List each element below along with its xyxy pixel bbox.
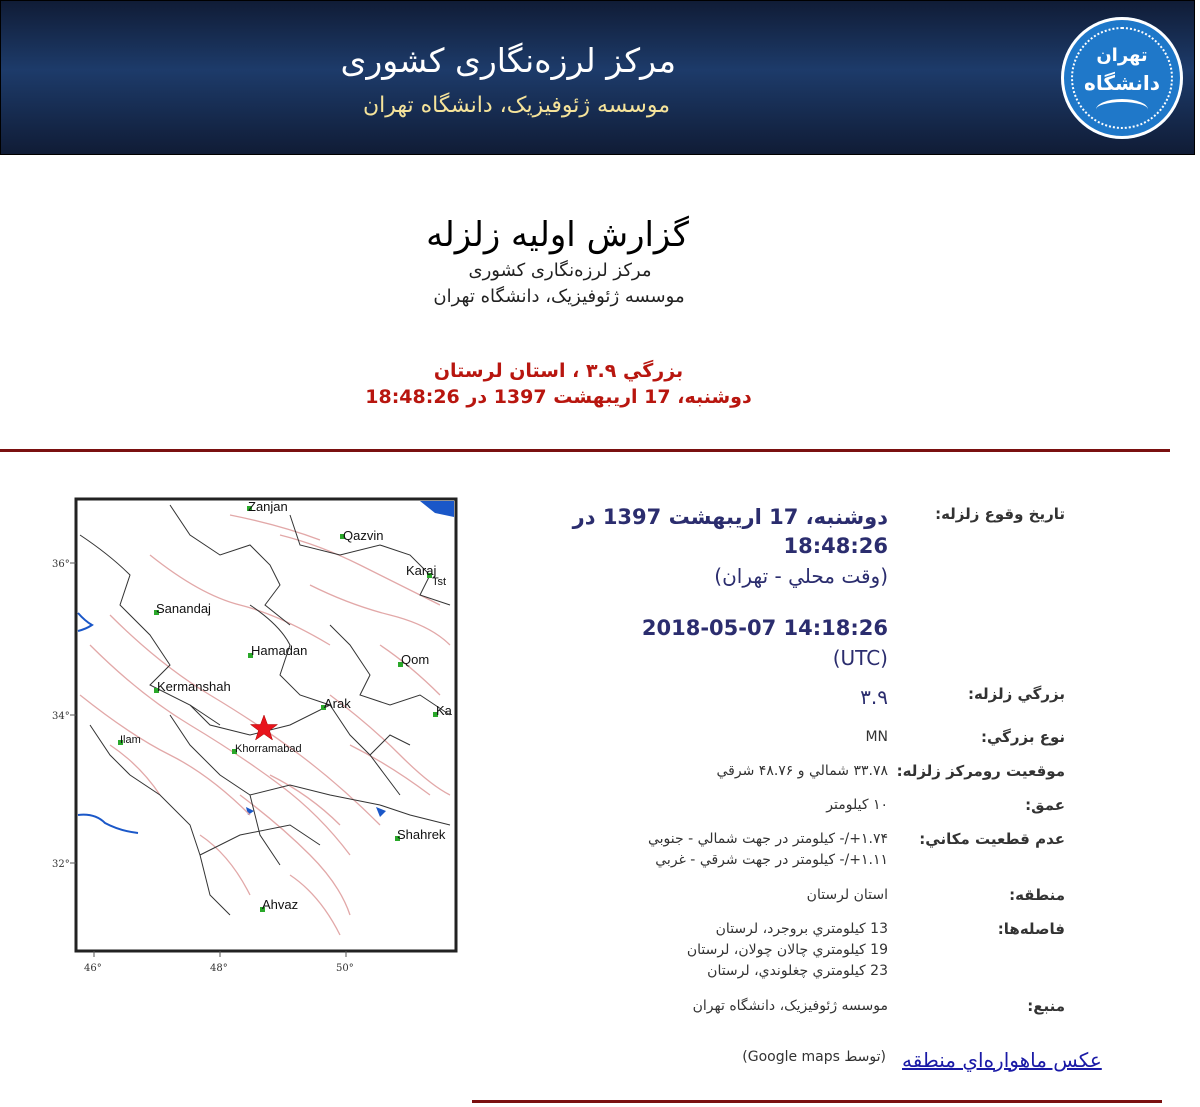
report-title: گزارش اولیه زلزله <box>426 215 689 255</box>
city-ilam: Ilam <box>120 734 141 746</box>
logo-wing-icon <box>1096 99 1148 120</box>
city-sanandaj: Sanandaj <box>156 601 211 616</box>
city-ka: Ka <box>436 703 452 718</box>
city-kermanshah: Kermanshah <box>157 679 231 694</box>
distance-item: 19 کيلومتري چالان چولان، لرستان <box>686 942 888 958</box>
local-time-note: (وقت محلي - تهران) <box>714 564 888 588</box>
logo-text-line1: تهران <box>1096 45 1148 66</box>
city-arak: Arak <box>324 696 351 711</box>
city-ahvaz: Ahvaz <box>262 897 299 912</box>
report-org-line: مرکز لرزه‌نگاری کشوری <box>468 260 652 281</box>
utc-datetime-value: 2018-05-07 14:18:26 <box>641 616 888 640</box>
lat-label-32: 32° <box>52 859 70 870</box>
city-qazvin: Qazvin <box>343 528 384 543</box>
source-value: موسسه ژئوفيزيک، دانشگاه تهران <box>692 998 888 1014</box>
bottom-divider <box>472 1100 1162 1103</box>
lon-label-46: 46° <box>84 963 102 974</box>
mag-type-value: MN <box>865 729 888 745</box>
logo-text-line2: دانشگاه <box>1084 71 1160 95</box>
distance-item: 13 کيلومتري بروجرد، لرستان <box>715 921 888 937</box>
city-khorramabad: Khorramabad <box>235 743 302 755</box>
header-banner <box>0 0 1195 155</box>
region-value: استان لرستان <box>806 887 888 903</box>
city-qom: Qom <box>401 652 430 667</box>
lat-label-34: 34° <box>52 711 70 722</box>
city-zanjan: Zanjan <box>248 499 288 514</box>
epicenter-map <box>50 495 470 980</box>
date-local-value: دوشنبه، 17 اريبهشت 1397 در <box>572 505 888 529</box>
utc-note: (UTC) <box>832 646 888 670</box>
lon-label-50: 50° <box>336 963 354 974</box>
uncertainty-label: عدم قطعيت مکاني: <box>919 830 1065 848</box>
uncertainty-ns-value: ۱.۷۴+/- کيلومتر در جهت شمالي - جنوبي <box>647 831 888 847</box>
lon-label-48: 48° <box>210 963 228 974</box>
mag-type-label: نوع بزرگي: <box>980 728 1065 746</box>
time-local-value: 18:48:26 <box>783 534 888 558</box>
report-date-summary: دوشنبه، 17 اريبهشت 1397 در 18:48:26 <box>365 386 752 408</box>
distance-item: 23 کيلومتري چغلوندي، لرستان <box>707 963 888 979</box>
location-value: ۳۳.۷۸ شمالي و ۴۸.۷۶ شرقي <box>716 763 888 779</box>
magnitude-value: ۳.۹ <box>860 685 888 709</box>
city-shahrek: Shahrek <box>397 827 446 842</box>
region-label: منطقه: <box>1009 886 1065 904</box>
source-label: منبع: <box>1027 997 1065 1015</box>
depth-label: عمق: <box>1025 796 1065 814</box>
depth-value: ۱۰ کيلومتر <box>826 797 888 813</box>
location-label: موقعيت رومرکز زلزله: <box>896 762 1065 780</box>
city-hamadan: Hamadan <box>251 643 308 658</box>
date-label: تاریخ وقوع زلزله: <box>935 505 1065 523</box>
university-logo[interactable] <box>1061 17 1183 139</box>
lat-label-36: 36° <box>52 559 70 570</box>
header-subtitle: موسسه ژئوفیزیک، دانشگاه تهران <box>362 93 670 118</box>
header-title: مرکز لرزه‌نگاری کشوری <box>340 41 676 80</box>
top-divider <box>0 449 1170 452</box>
report-magnitude-summary: بزرگي ۳.۹ ، استان لرستان <box>433 360 684 382</box>
magnitude-label: بزرگي زلزله: <box>967 685 1065 703</box>
distances-label: فاصله‌ها: <box>997 920 1065 938</box>
satellite-provider-note: (توسط Google maps) <box>742 1049 886 1065</box>
uncertainty-ew-value: ۱.۱۱+/- کيلومتر در جهت شرقي - غربي <box>655 852 888 868</box>
map-label-tst: Tst <box>432 576 447 588</box>
report-institute-line: موسسه ژئوفیزیک، دانشگاه تهران <box>433 286 685 307</box>
city-karaj: Karaj <box>406 563 437 578</box>
satellite-image-link[interactable]: عکس ماهواره‌اي منطقه <box>902 1048 1102 1072</box>
